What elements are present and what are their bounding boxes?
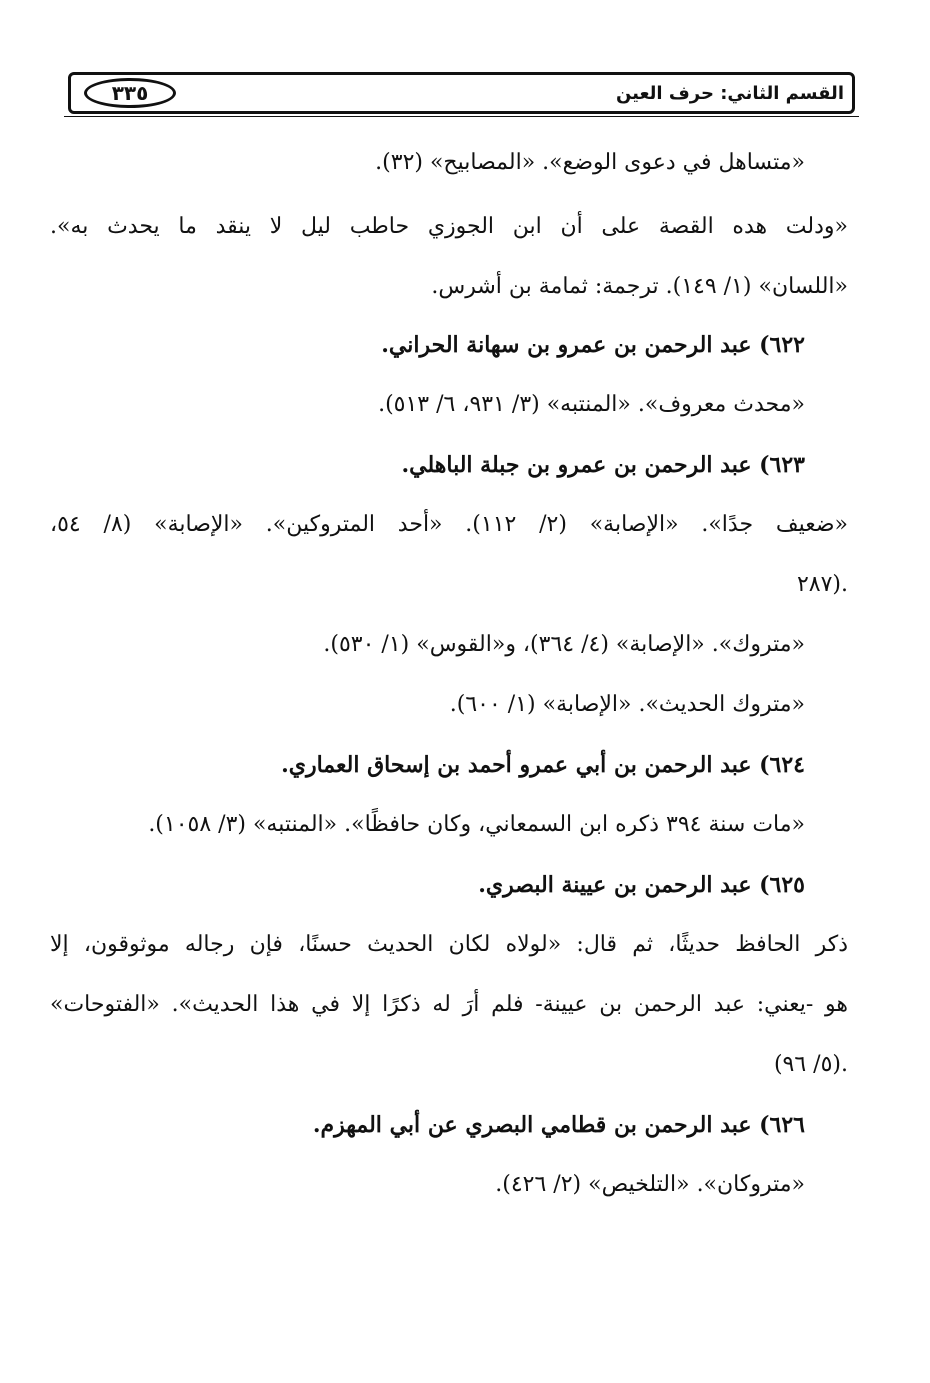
entry-heading: ٦٢٦) عبد الرحمن بن قطامي البصري عن أبي المهزم. (312, 1112, 805, 1138)
text-line: «متروك». «الإصابة» (٤/ ٣٦٤)، و«القوس» (١/ ٥٣٠). (323, 632, 805, 657)
entry-heading: ٦٢٢) عبد الرحمن بن عمرو بن سهانة الحراني. (381, 332, 805, 358)
text-line: ذكر الحافظ حديثًا، ثم قال: «لولاه لكان الحديث حسنًا، فإن رجاله موثوقون، إلا (50, 932, 848, 957)
entry-heading: ٦٢٤) عبد الرحمن بن أبي عمرو أحمد بن إسحاق العماري. (281, 752, 805, 778)
text-line: (٥/ ٩٦). (773, 1052, 848, 1077)
text-line: «متروكان». «التلخيص» (٢/ ٤٢٦). (495, 1172, 805, 1197)
page-number: ٣٣٥ (84, 78, 176, 108)
entry-heading: ٦٢٥) عبد الرحمن بن عيينة البصري. (478, 872, 805, 898)
text-line: «متروك الحديث». «الإصابة» (١/ ٦٠٠). (449, 692, 805, 717)
text-line: «ودلت هده القصة على أن ابن الجوزي حاطب ليل لا ينقد ما يحدث به». (50, 214, 848, 239)
header-rule (64, 116, 859, 117)
text-line: «مات سنة ٣٩٤ ذكره ابن السمعاني، وكان حافظًا». «المنتبه» (٣/ ١٠٥٨). (148, 812, 805, 837)
text-line: «ضعيف جدًا». «الإصابة» (٢/ ١١٢). «أحد المتروكين». «الإصابة» (٨/ ٥٤، (50, 512, 849, 537)
text-line: هو -يعني: عبد الرحمن بن عيينة- فلم أرَ له ذكرًا إلا في هذا الحديث». «الفتوحات» (50, 992, 848, 1017)
text-line: «اللسان» (١/ ١٤٩). ترجمة: ثمامة بن أشرس. (431, 274, 848, 299)
text-line: ٢٨٧). (796, 572, 848, 597)
text-line: «محدث معروف». «المنتبه» (٣/ ٩٣١، ٦/ ٥١٣). (378, 392, 805, 417)
entry-heading: ٦٢٣) عبد الرحمن بن عمرو بن جبلة الباهلي. (401, 452, 805, 478)
running-head: القسم الثاني: حرف العين (615, 83, 844, 104)
text-line: «متساهل في دعوى الوضع». «المصابيح» (٣٢). (375, 150, 805, 175)
